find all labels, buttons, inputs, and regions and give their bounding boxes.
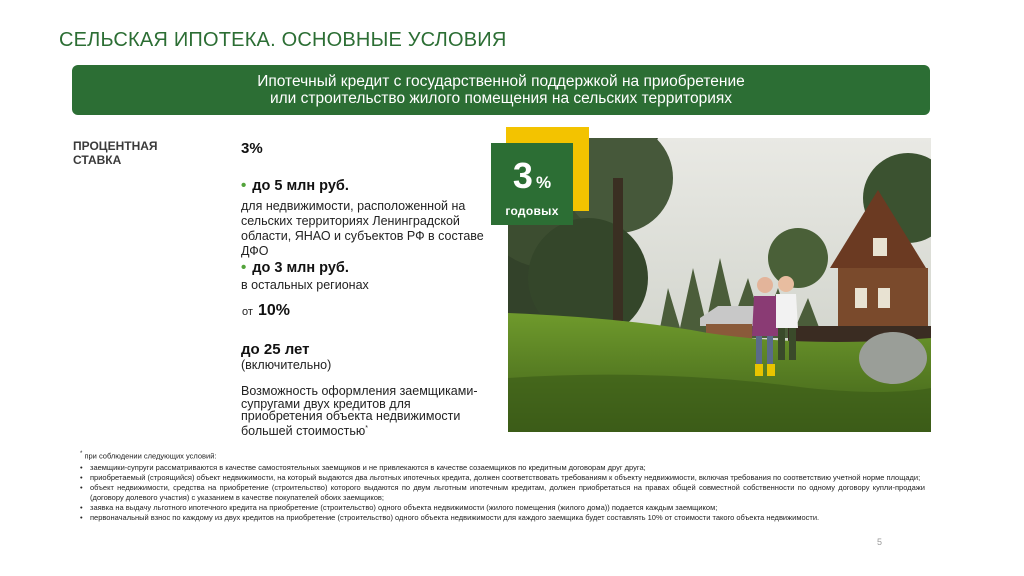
list-item: • первоначальный взнос по каждому из двух кредитов на приобретение (строительство) одного объекта недвижимости для каждого заемщика будет составлять 10% от стоимости такого объекта недвижимости. bbox=[80, 513, 925, 523]
list-item: • приобретаемый (строящийся) объект недвижимости, на который выдаются два льготных ипотечных кредита, должен соответствовать требованиям к объекту недвижимости, включая требования по соответствию учетной норме площади; bbox=[80, 473, 925, 483]
amount-item bbox=[241, 259, 349, 276]
footnote-list bbox=[80, 463, 925, 523]
spouse-credit-text: Возможность оформления заемщиками-супругами двух кредитов для приобретения объекта недвижимости большей стоимостью bbox=[241, 384, 478, 438]
rate-badge bbox=[491, 143, 573, 225]
list-item: • объект недвижимости, средства на приобретение (строительство) которого выдаются по двум льготным ипотечным кредитам, должен приобретаться на правах общей совместной собственности по одному договору купли-продажи (договору долевого участия) с указанием в качестве покупателей обоих заемщиков; bbox=[80, 483, 925, 503]
footnote-mark: * bbox=[365, 424, 368, 432]
banner bbox=[72, 65, 930, 115]
term-note: (включительно) bbox=[241, 358, 332, 372]
footnote-intro-text: при соблюдении следующих условий: bbox=[84, 451, 217, 461]
spouse-credit-note bbox=[241, 385, 491, 437]
banner-line-2: или строительство жилого помещения на сельских территориях bbox=[269, 90, 733, 107]
down-payment bbox=[242, 302, 290, 320]
rate-badge-percent: % bbox=[535, 173, 552, 192]
term-value: до 25 лет bbox=[241, 341, 310, 358]
footnote-intro bbox=[80, 449, 925, 462]
down-payment-value: 10% bbox=[257, 302, 291, 319]
rate-badge-value bbox=[491, 155, 573, 201]
banner-line-1: Ипотечный кредит с государственной поддержкой на приобретение bbox=[257, 73, 745, 90]
page-number: 5 bbox=[877, 537, 883, 547]
rate-badge-number: 3 bbox=[512, 155, 533, 196]
list-item: • заявка на выдачу льготного ипотечного кредита на приобретение (строительство) одного объекта недвижимости (жилого помещения (жилого дома)) подается каждым заемщиком; bbox=[80, 503, 925, 513]
amount-description: для недвижимости, расположенной на сельских территориях Ленинградской области, ЯНАО и субъектов РФ в составе ДФО bbox=[241, 199, 484, 258]
list-item: • заемщики-супруги рассматриваются в качестве самостоятельных заемщиков и не привлекаются в качестве созаемщиков по кредитным договорам друг друга; bbox=[80, 463, 925, 473]
footnote-mark: * bbox=[80, 451, 83, 457]
amount-title: до 5 млн руб. bbox=[252, 178, 349, 194]
amount-description: в остальных регионах bbox=[241, 278, 369, 292]
page-title: СЕЛЬСКАЯ ИПОТЕКА. ОСНОВНЫЕ УСЛОВИЯ bbox=[59, 29, 507, 51]
bullet-icon: • bbox=[241, 259, 247, 276]
rate-badge-caption: годовых bbox=[505, 204, 559, 218]
rate-value: 3% bbox=[241, 140, 263, 157]
footnotes bbox=[80, 449, 925, 523]
down-payment-prefix: от bbox=[242, 306, 253, 318]
amount-item bbox=[241, 177, 349, 194]
bullet-icon: • bbox=[241, 177, 247, 194]
rate-label: ПРОЦЕНТНАЯ СТАВКА bbox=[73, 139, 158, 167]
amount-title: до 3 млн руб. bbox=[252, 260, 349, 276]
